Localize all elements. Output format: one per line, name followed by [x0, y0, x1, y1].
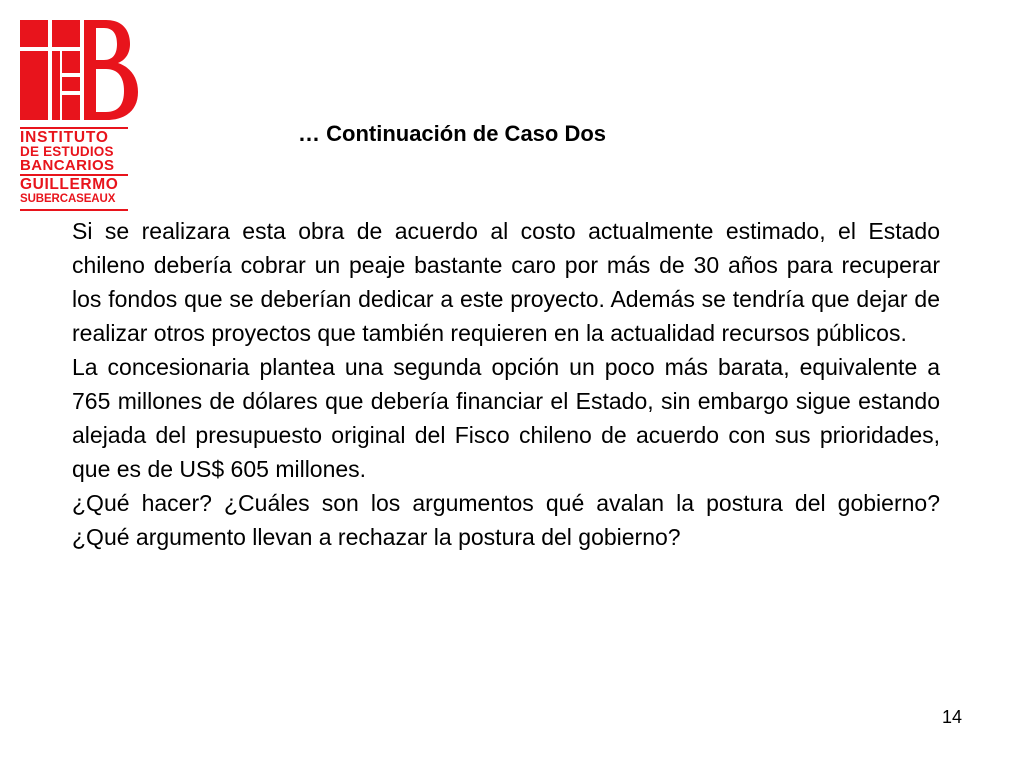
logo-line-3: BANCARIOS: [20, 157, 115, 174]
page-number: 14: [942, 707, 963, 727]
logo-rule-bottom: [20, 209, 128, 211]
logo-wordmark: [20, 126, 138, 213]
slide-title: … Continuación de Caso Dos: [298, 121, 607, 146]
logo-line-2: DE ESTUDIOS: [20, 144, 114, 159]
paragraph-cost-estimate: Si se realizara esta obra de acuerdo al costo actualmente estimado, el Estado chileno debería cobrar un peaje bastante caro por más de 30 años para recuperar los fondos que se deberían dedicar a este proyecto. Además se tendría que dejar de realizar otros proyectos que también requieren en la actualidad recursos públicos.: [72, 218, 940, 346]
logo-line-1: INSTITUTO: [20, 129, 109, 146]
paragraph-second-option: La concesionaria plantea una segunda opción un poco más barata, equivalente a 765 millones de dólares que debería financiar el Estado, sin embargo sigue estando alejada del presupuesto original del Fisco chileno de acuerdo con sus prioridades, que es de US$ 605 millones.: [72, 354, 940, 482]
ieb-logo-mark: [20, 20, 138, 120]
paragraph-questions: ¿Qué hacer? ¿Cuáles son los argumentos qué avalan la postura del gobierno? ¿Qué argumento llevan a rechazar la postura del gobierno?: [72, 490, 940, 550]
logo-line-4: GUILLERMO: [20, 176, 119, 193]
institution-logo: [20, 20, 138, 210]
logo-line-5: SUBERCASEAUX: [20, 193, 116, 205]
slide-body: [72, 214, 940, 554]
